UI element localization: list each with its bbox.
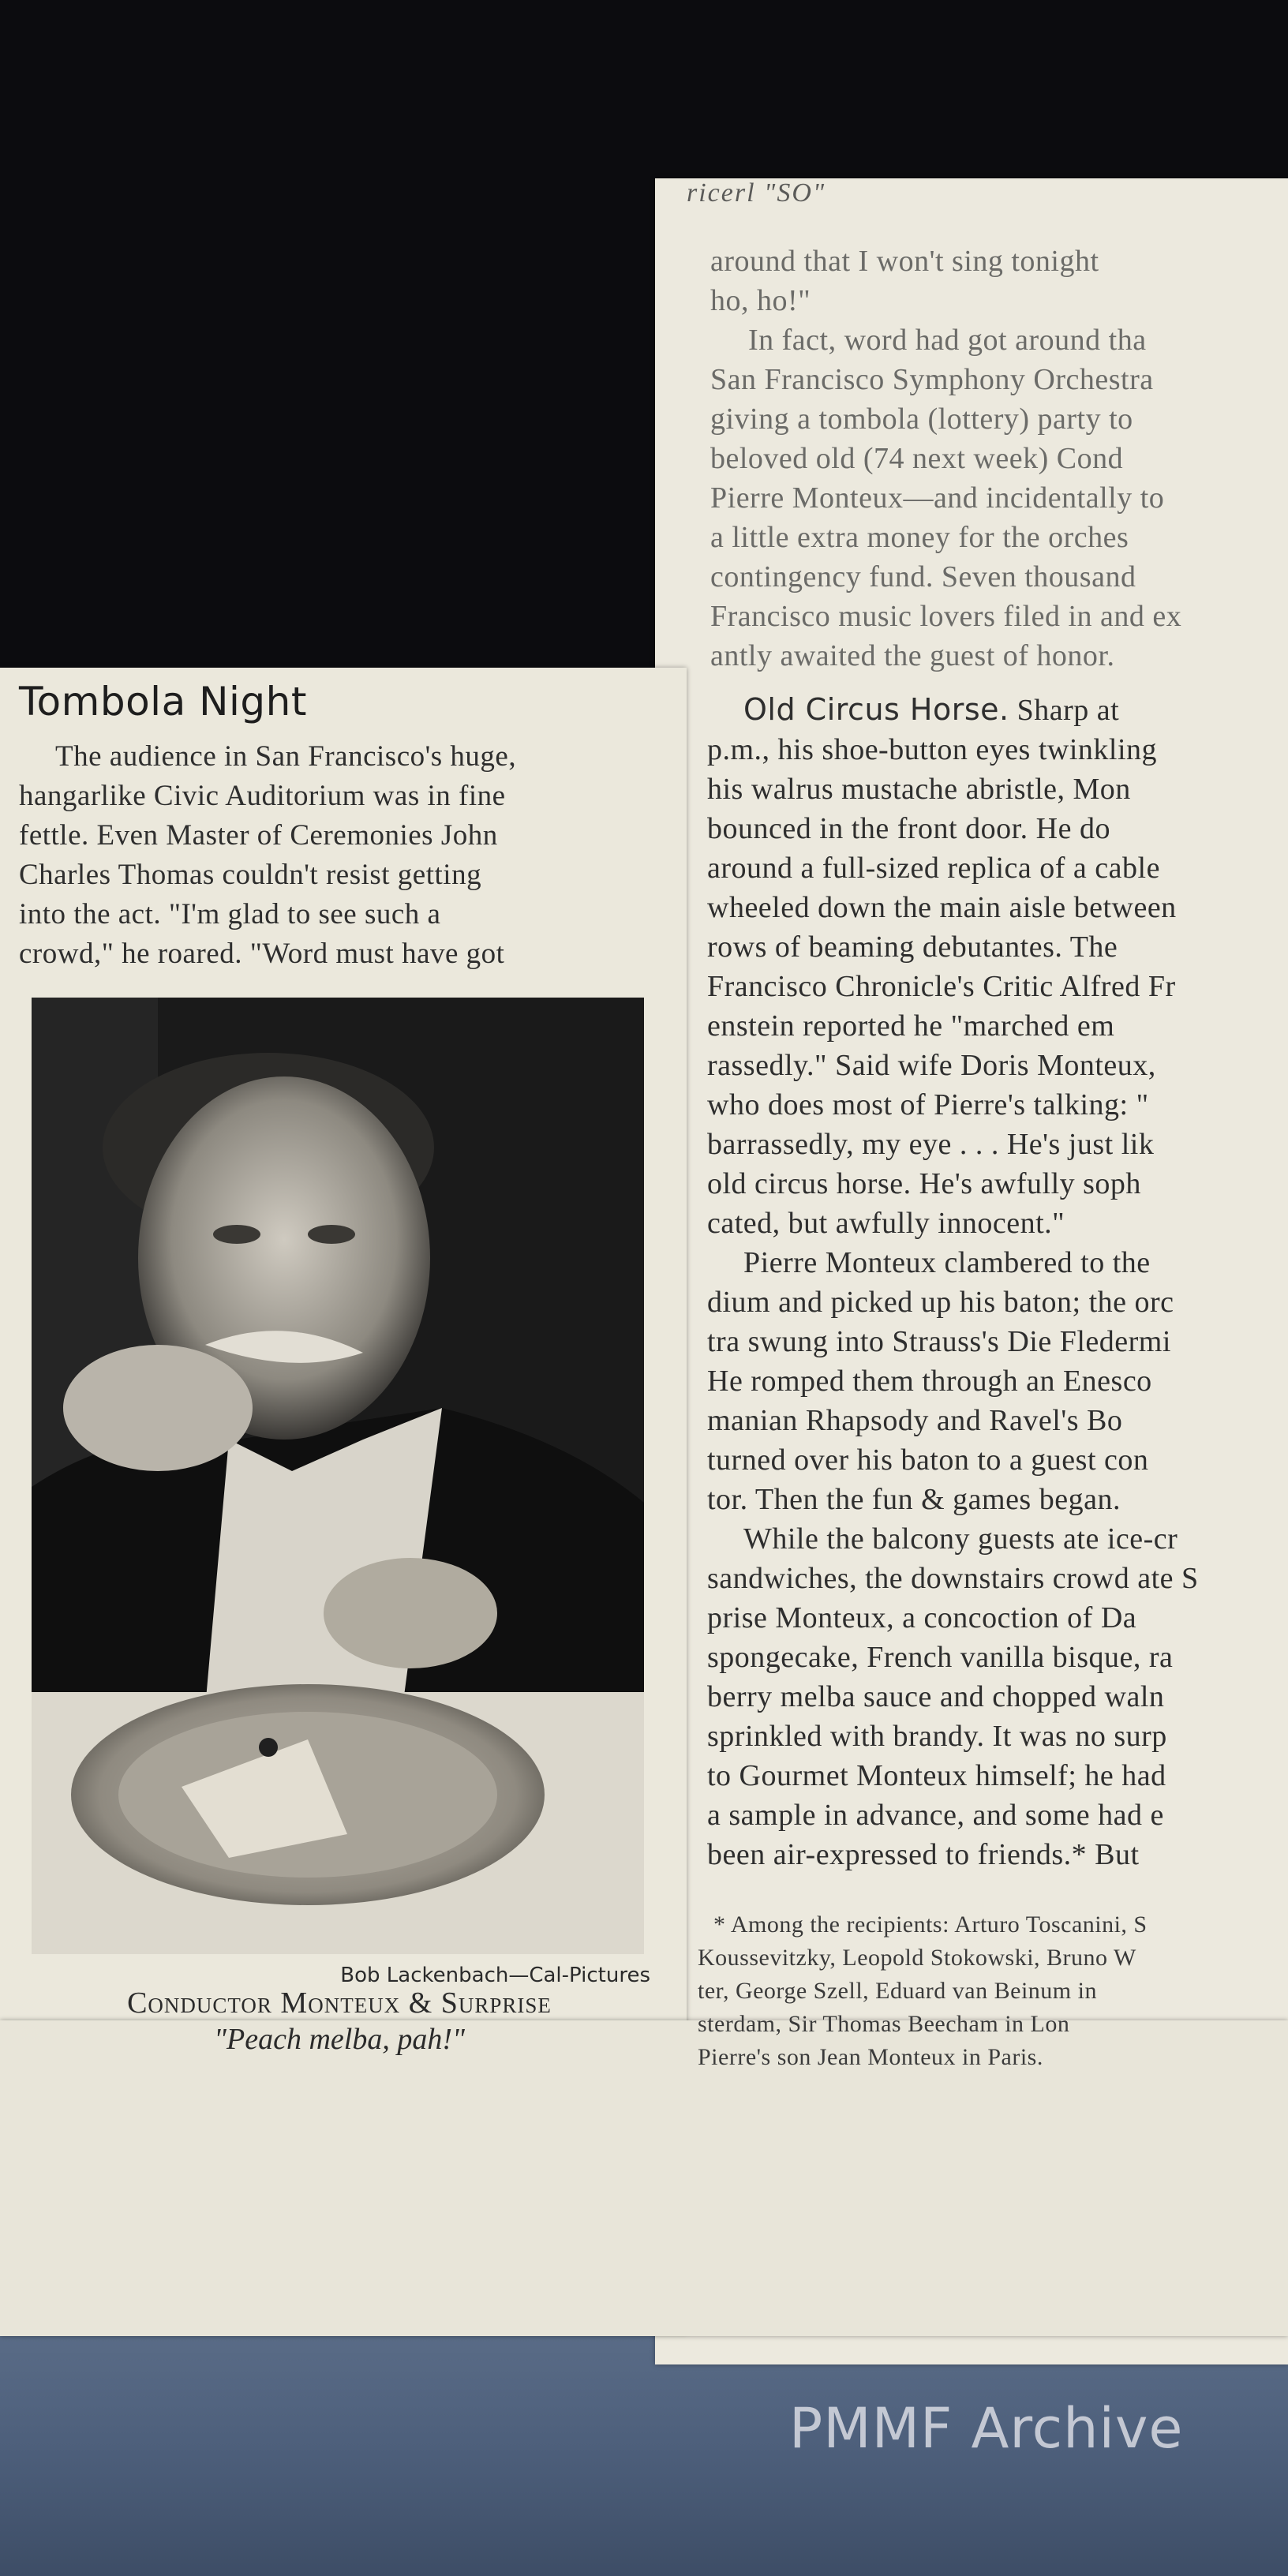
article-headline: Tombola Night <box>19 679 307 724</box>
footnote <box>698 1908 1288 2074</box>
text-line: He romped them through an Enesco <box>707 1365 1152 1398</box>
text-line: fettle. Even Master of Ceremonies John <box>19 819 498 852</box>
text-line: Charles Thomas couldn't resist getting <box>19 859 482 891</box>
text-line: dium and picked up his baton; the orc <box>707 1286 1174 1319</box>
text-line: p.m., his shoe-button eyes twinkling <box>707 733 1158 766</box>
text-line: tra swung into Strauss's Die Fledermi <box>707 1325 1171 1358</box>
text-line: Francisco Chronicle's Critic Alfred Fr <box>707 970 1176 1003</box>
text-line: barrassedly, my eye . . . He's just lik <box>707 1128 1155 1161</box>
text-line: bounced in the front door. He do <box>707 812 1110 845</box>
text-line: contingency fund. Seven thousand <box>710 560 1136 593</box>
text-line: sandwiches, the downstairs crowd ate S <box>707 1562 1199 1595</box>
text-line: In fact, word had got around tha <box>748 324 1147 357</box>
footnote-line: Koussevitzky, Leopold Stokowski, Bruno W <box>698 1945 1136 1971</box>
text-line: tor. Then the fun & games began. <box>707 1483 1121 1516</box>
text-line: manian Rhapsody and Ravel's Bo <box>707 1404 1123 1437</box>
right-column-body <box>707 690 1288 1874</box>
text-line: to Gourmet Monteux himself; he had <box>707 1759 1166 1792</box>
text-line: crowd," he roared. "Word must have got <box>19 938 505 970</box>
text-line: around a full-sized replica of a cable <box>707 852 1160 885</box>
footnote-line: sterdam, Sir Thomas Beecham in Lon <box>698 2011 1070 2037</box>
text-line: hangarlike Civic Auditorium was in fine <box>19 780 506 812</box>
text-line: a sample in advance, and some had e <box>707 1799 1164 1832</box>
text-line: rows of beaming debutantes. The <box>707 930 1118 964</box>
footnote-line: Pierre's son Jean Monteux in Paris. <box>698 2044 1043 2070</box>
text-line: beloved old (74 next week) Cond <box>710 442 1124 475</box>
text-line: Francisco music lovers filed in and ex <box>710 600 1182 633</box>
photo-caption-quote: "Peach melba, pah!" <box>214 2023 465 2056</box>
photo-illustration <box>32 998 644 1954</box>
conductor-photo <box>32 998 644 1954</box>
section-subhead: Old Circus Horse. <box>743 692 1009 727</box>
text-line: spongecake, French vanilla bisque, ra <box>707 1641 1174 1674</box>
subhead-continuation: Sharp at <box>1009 694 1120 727</box>
text-line: enstein reported he "marched em <box>707 1009 1115 1043</box>
text-line: turned over his baton to a guest con <box>707 1443 1149 1477</box>
text-line: ho, ho!" <box>710 284 811 317</box>
text-line: San Francisco Symphony Orchestra <box>710 363 1154 396</box>
text-line: cated, but awfully innocent." <box>707 1207 1065 1240</box>
text-line: his walrus mustache abristle, Mon <box>707 773 1131 806</box>
text-line: sprinkled with brandy. It was no surp <box>707 1720 1167 1753</box>
text-line: prise Monteux, a concoction of Da <box>707 1601 1137 1634</box>
text-line: antly awaited the guest of honor. <box>710 639 1115 672</box>
photo-caption-title: Conductor Monteux & Surprise <box>127 1986 552 2020</box>
text-line: who does most of Pierre's talking: " <box>707 1088 1149 1121</box>
text-line: wheeled down the main aisle between <box>707 891 1177 924</box>
section-subhead-line <box>707 690 1288 730</box>
text-line: berry melba sauce and chopped waln <box>707 1680 1165 1713</box>
text-line: While the balcony guests ate ice-cr <box>743 1522 1178 1556</box>
text-line: into the act. "I'm glad to see such a <box>19 898 441 930</box>
text-line: The audience in San Francisco's huge, <box>55 740 517 773</box>
text-line: around that I won't sing tonight <box>710 245 1099 278</box>
text-line: giving a tombola (lottery) party to <box>710 402 1133 436</box>
text-line: old circus horse. He's awfully soph <box>707 1167 1141 1200</box>
text-line: Pierre Monteux—and incidentally to <box>710 481 1165 515</box>
clipping-header: ricerl "SO" <box>687 178 826 205</box>
right-column-top <box>710 242 1288 676</box>
footnote-line: * Among the recipients: Arturo Toscanini, S <box>713 1911 1148 1938</box>
archive-watermark: PMMF Archive <box>789 2396 1184 2461</box>
text-line: Pierre Monteux clambered to the <box>743 1246 1151 1279</box>
footnote-line: ter, George Szell, Eduard van Beinum in <box>698 1978 1097 2004</box>
text-line: rassedly." Said wife Doris Monteux, <box>707 1049 1156 1082</box>
text-line: a little extra money for the orches <box>710 521 1129 554</box>
photo-credit: Bob Lackenbach—Cal-Pictures <box>340 1964 650 1987</box>
left-column-intro <box>19 737 658 974</box>
text-line: been air-expressed to friends.* But <box>707 1838 1140 1871</box>
